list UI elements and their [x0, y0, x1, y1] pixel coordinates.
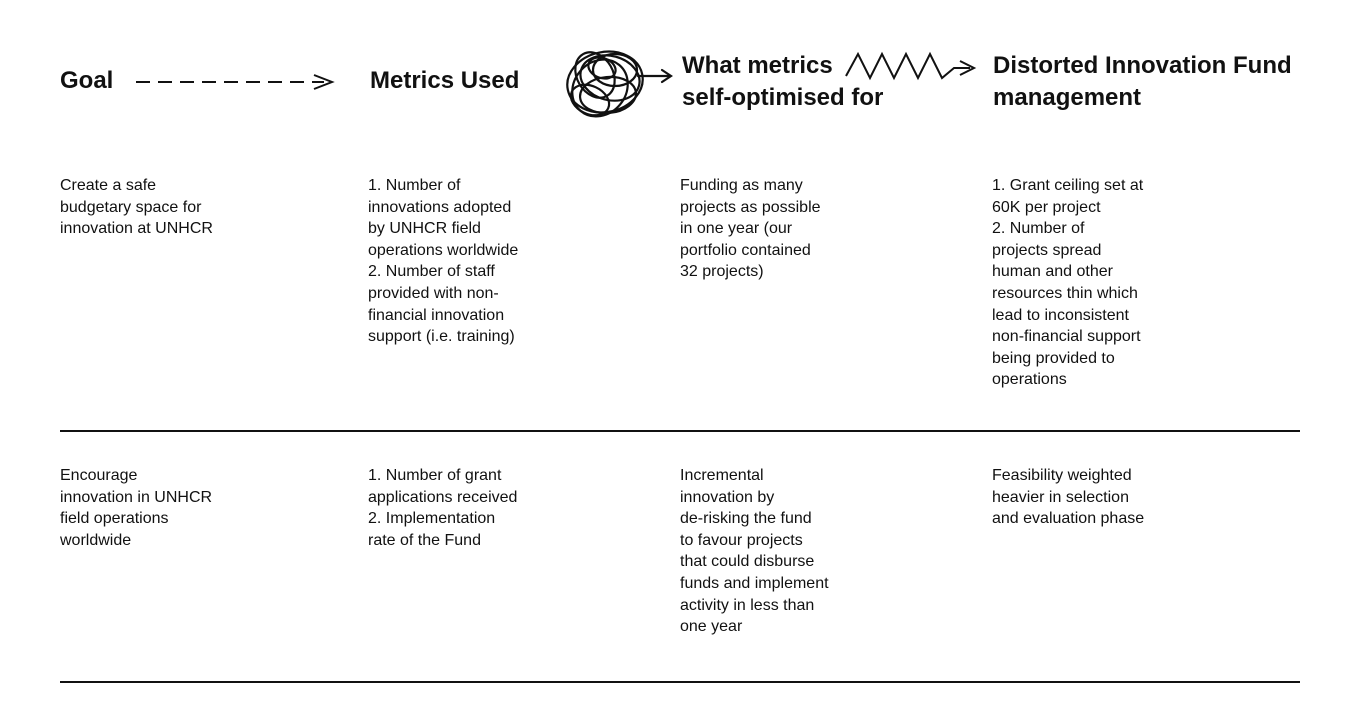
- row1-goal: Create a safe budgetary space for innovation at UNHCR: [60, 177, 213, 238]
- row2-optimised: Incremental innovation by de-risking the fund to favour projects that could disburse funds and implement activity in less than one year: [680, 467, 829, 636]
- row2-goal: Encourage innovation in UNHCR field operations worldwide: [60, 467, 213, 549]
- row1-metrics: 1. Number of innovations adopted by UNHCR field operations worldwide 2. Number of staff provided with non- financial innovation support (i.e. training): [368, 177, 519, 346]
- row2-metrics: 1. Number of grant applications received 2. Implementation rate of the Fund: [368, 467, 518, 549]
- row-divider: [60, 681, 1300, 683]
- header-distorted-management: Distorted Innovation Fund management: [993, 52, 1292, 111]
- row-divider: [60, 430, 1300, 432]
- dashed-arrow-icon: [134, 72, 344, 92]
- zigzag-arrow-icon: [842, 46, 982, 90]
- scribble-icon: [560, 40, 680, 130]
- row2-distorted: Feasibility weighted heavier in selection and evaluation phase: [992, 467, 1145, 528]
- row1-optimised: Funding as many projects as possible in one year (our portfolio contained 32 projects): [680, 177, 821, 281]
- row1-distorted: 1. Grant ceiling set at 60K per project 2. Number of projects spread human and other resources thin which lead to inconsistent non-financial support being provided to operations: [992, 177, 1144, 389]
- header-what-metrics-optimised: What metrics self-optimised for: [682, 52, 884, 111]
- header-metrics-used: Metrics Used: [370, 67, 520, 94]
- header-goal: Goal: [60, 67, 114, 94]
